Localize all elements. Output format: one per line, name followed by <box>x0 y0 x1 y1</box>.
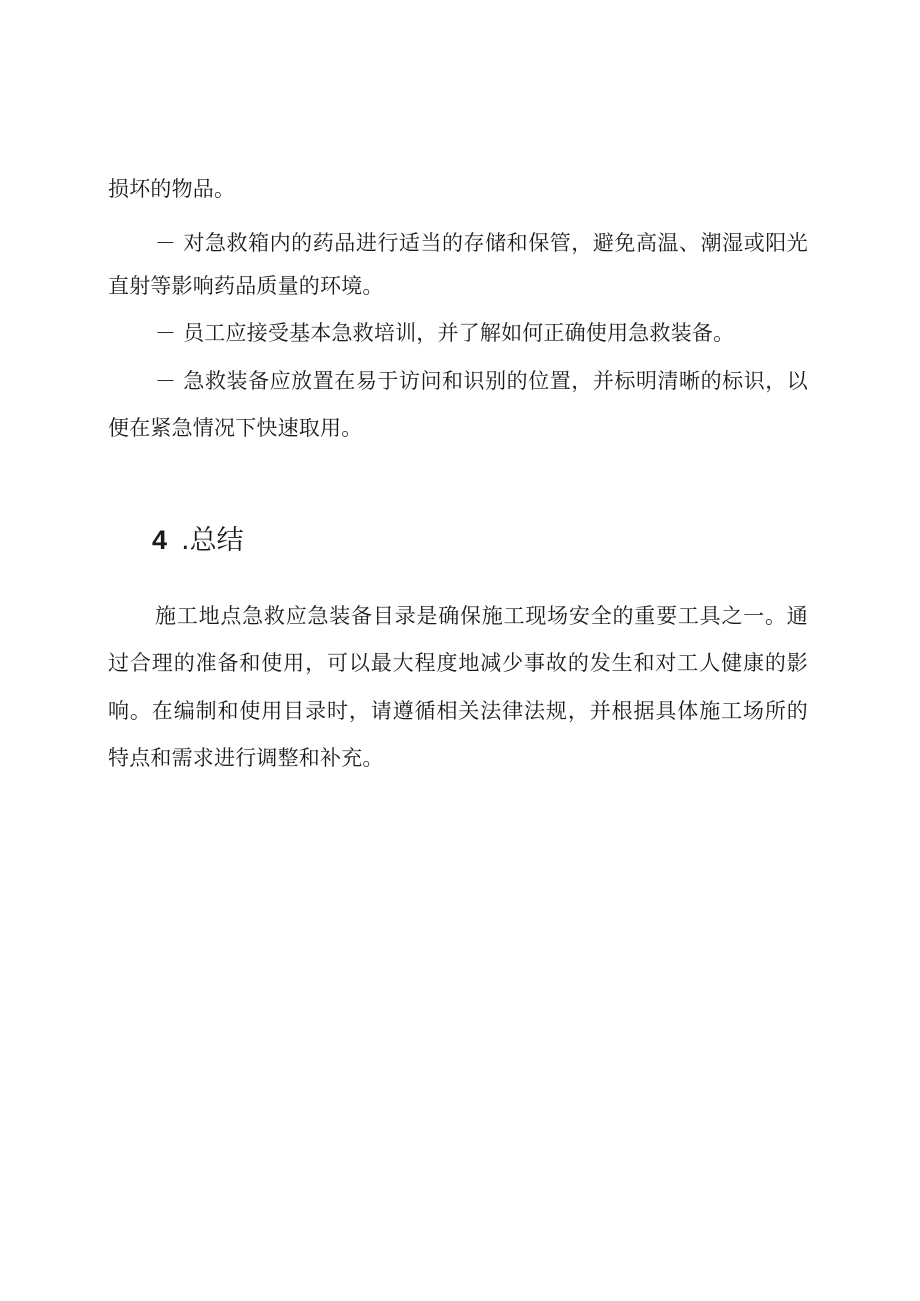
bullet-item-placement-line-1: － 急救装备应放置在易于访问和识别的位置，并标明清晰的标识，以 <box>155 369 808 393</box>
bullet-item-placement-line-2: 便在紧急情况下快速取用。 <box>108 416 363 440</box>
section-title: .总结 <box>181 525 244 556</box>
bullet-item-storage-line-1: － 对急救箱内的药品进行适当的存储和保管，避免高温、潮湿或阳光 <box>155 231 808 255</box>
continuation-line: 损坏的物品。 <box>108 177 236 201</box>
summary-paragraph-line-2: 过合理的准备和使用，可以最大程度地减少事故的发生和对工人健康的影 <box>108 651 808 675</box>
bullet-item-training: － 员工应接受基本急救培训，并了解如何正确使用急救装备。 <box>155 321 735 345</box>
summary-paragraph-line-4: 特点和需求进行调整和补充。 <box>108 746 384 770</box>
section-heading <box>152 523 244 558</box>
bullet-item-storage-line-2: 直射等影响药品质量的环境。 <box>108 274 384 298</box>
summary-paragraph-line-1: 施工地点急救应急装备目录是确保施工现场安全的重要工具之一。通 <box>155 604 808 628</box>
section-number: 4 <box>152 525 168 555</box>
summary-paragraph-line-3: 响。在编制和使用目录时，请遵循相关法律法规，并根据具体施工场所的 <box>108 699 808 723</box>
